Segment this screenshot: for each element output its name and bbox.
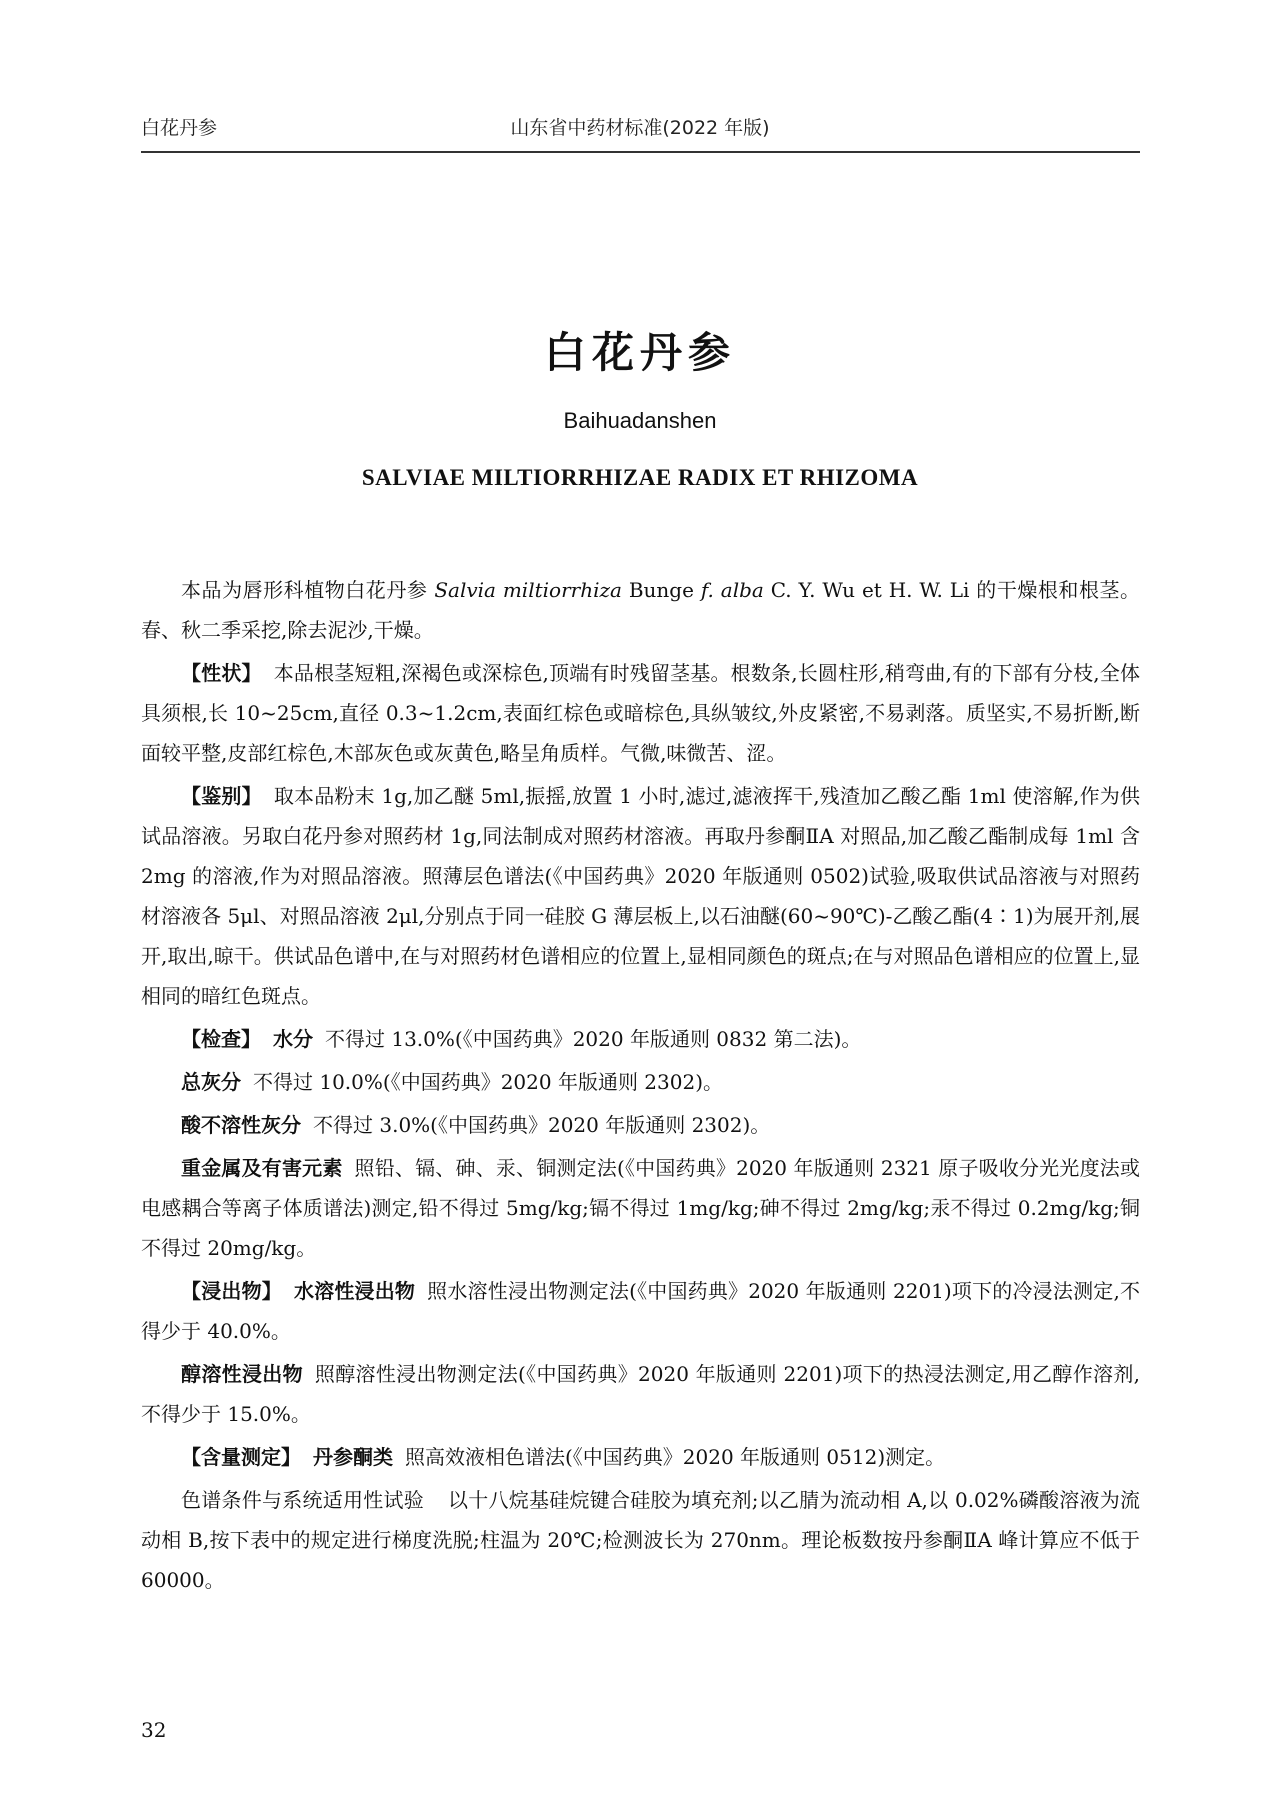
- alcohol-extractive-label: 醇溶性浸出物: [181, 1362, 303, 1386]
- species-name: Salvia miltiorrhiza: [434, 578, 622, 602]
- assay-section: [141, 1437, 1140, 1477]
- header-divider: [141, 151, 1140, 153]
- characters-section: [141, 653, 1140, 773]
- water-text: 不得过 13.0%(《中国药典》2020 年版通则 0832 第二法)。: [325, 1027, 862, 1051]
- assay-heading: 【含量测定】: [181, 1445, 301, 1469]
- running-header-center: 山东省中药材标准(2022 年版): [510, 117, 770, 139]
- inspection-water: [141, 1019, 1140, 1059]
- metals-label: 重金属及有害元素: [181, 1156, 343, 1180]
- pinyin-name: Baihuadanshen: [563, 408, 717, 433]
- intro-paragraph: [141, 570, 1140, 650]
- inspection-heading: 【检查】: [181, 1027, 261, 1051]
- total-ash-label: 总灰分: [181, 1070, 241, 1094]
- identification-text: 取本品粉末 1g,加乙醚 5ml,振摇,放置 1 小时,滤过,滤液挥干,残渣加乙酸乙酯 1ml 使溶解,作为供试品溶液。另取白花丹参对照药材 1g,同法制成对照药材溶液。再取丹参酮ⅡA 对照品,加乙酸乙酯制成每 1ml 含 2mg 的溶液,作为对照品溶液。照薄层色谱法(《中国药典》2020 年版通则 0502)试验,吸取供试品溶液与对照药材溶液各 5μl、对照品溶液 2μl,分别点于同一硅胶 G 薄层板上,以石油醚(60~90℃)-乙酸乙酯(4∶1)为展开剂,展开,取出,晾干。供试品色谱中,在与对照药材色谱相应的位置上,显相同颜色的斑点;在与对照品色谱相应的位置上,显相同的暗红色斑点。: [141, 784, 1140, 1008]
- intro-suffix: C. Y. Wu et H. W. Li 的干燥根和根茎。春、秋二季采挖,除去泥沙,干燥。: [141, 578, 1141, 642]
- assay-text: 照高效液相色谱法(《中国药典》2020 年版通则 0512)测定。: [405, 1445, 946, 1469]
- inspection-metals: [141, 1148, 1140, 1268]
- total-ash-text: 不得过 10.0%(《中国药典》2020 年版通则 2302)。: [253, 1070, 724, 1094]
- metals-text: 照铅、镉、砷、汞、铜测定法(《中国药典》2020 年版通则 2321 原子吸收分光光度法或电感耦合等离子体质谱法)测定,铅不得过 5mg/kg;镉不得过 1mg/kg;砷不得过 2mg/kg;汞不得过 0.2mg/kg;铜不得过 20mg/kg。: [141, 1156, 1141, 1260]
- assay-conditions: [141, 1480, 1140, 1600]
- assay-label: 丹参酮类: [313, 1445, 393, 1469]
- water-extractive-label: 水溶性浸出物: [293, 1279, 416, 1303]
- water-label: 水分: [273, 1027, 313, 1051]
- identification-heading: 【鉴别】: [181, 784, 262, 808]
- conditions-text: 以十八烷基硅烷键合硅胶为填充剂;以乙腈为流动相 A,以 0.02%磷酸溶液为流动相 B,按下表中的规定进行梯度洗脱;柱温为 20℃;检测波长为 270nm。理论板数按丹参酮ⅡA 峰计算应不低于 60000。: [141, 1488, 1141, 1592]
- identification-section: [141, 776, 1140, 1016]
- characters-heading: 【性状】: [181, 661, 262, 685]
- monograph-body: [141, 570, 1140, 1603]
- characters-text: 本品根茎短粗,深褐色或深棕色,顶端有时残留茎基。根数条,长圆柱形,稍弯曲,有的下部有分枝,全体具须根,长 10~25cm,直径 0.3~1.2cm,表面红棕色或暗棕色,具纵皱纹,外皮紧密,不易剥落。质坚实,不易折断,断面较平整,皮部红棕色,木部灰色或灰黄色,略呈角质样。气微,味微苦、涩。: [141, 661, 1140, 765]
- water-extractive-text: 照水溶性浸出物测定法(《中国药典》2020 年版通则 2201)项下的冷浸法测定,不得少于 40.0%。: [141, 1279, 1141, 1343]
- extractives-water: [141, 1271, 1140, 1351]
- alcohol-extractive-text: 照醇溶性浸出物测定法(《中国药典》2020 年版通则 2201)项下的热浸法测定,用乙醇作溶剂,不得少于 15.0%。: [141, 1362, 1140, 1426]
- latin-name: SALVIAE MILTIORRHIZAE RADIX ET RHIZOMA: [361, 465, 919, 490]
- inspection-acid-ash: [141, 1105, 1140, 1145]
- running-header-left: 白花丹参: [141, 117, 218, 139]
- forma-name: f. alba: [700, 578, 764, 602]
- species-author: Bunge: [621, 578, 701, 602]
- extractives-heading: 【浸出物】: [181, 1279, 282, 1303]
- page-title: 白花丹参: [543, 328, 736, 377]
- acid-ash-label: 酸不溶性灰分: [181, 1113, 301, 1137]
- page-number: 32: [141, 1718, 167, 1742]
- inspection-total-ash: [141, 1062, 1140, 1102]
- extractives-alcohol: [141, 1354, 1140, 1434]
- intro-prefix: 本品为唇形科植物白花丹参: [181, 578, 435, 602]
- acid-ash-text: 不得过 3.0%(《中国药典》2020 年版通则 2302)。: [313, 1113, 771, 1137]
- conditions-label: 色谱条件与系统适用性试验: [181, 1488, 424, 1512]
